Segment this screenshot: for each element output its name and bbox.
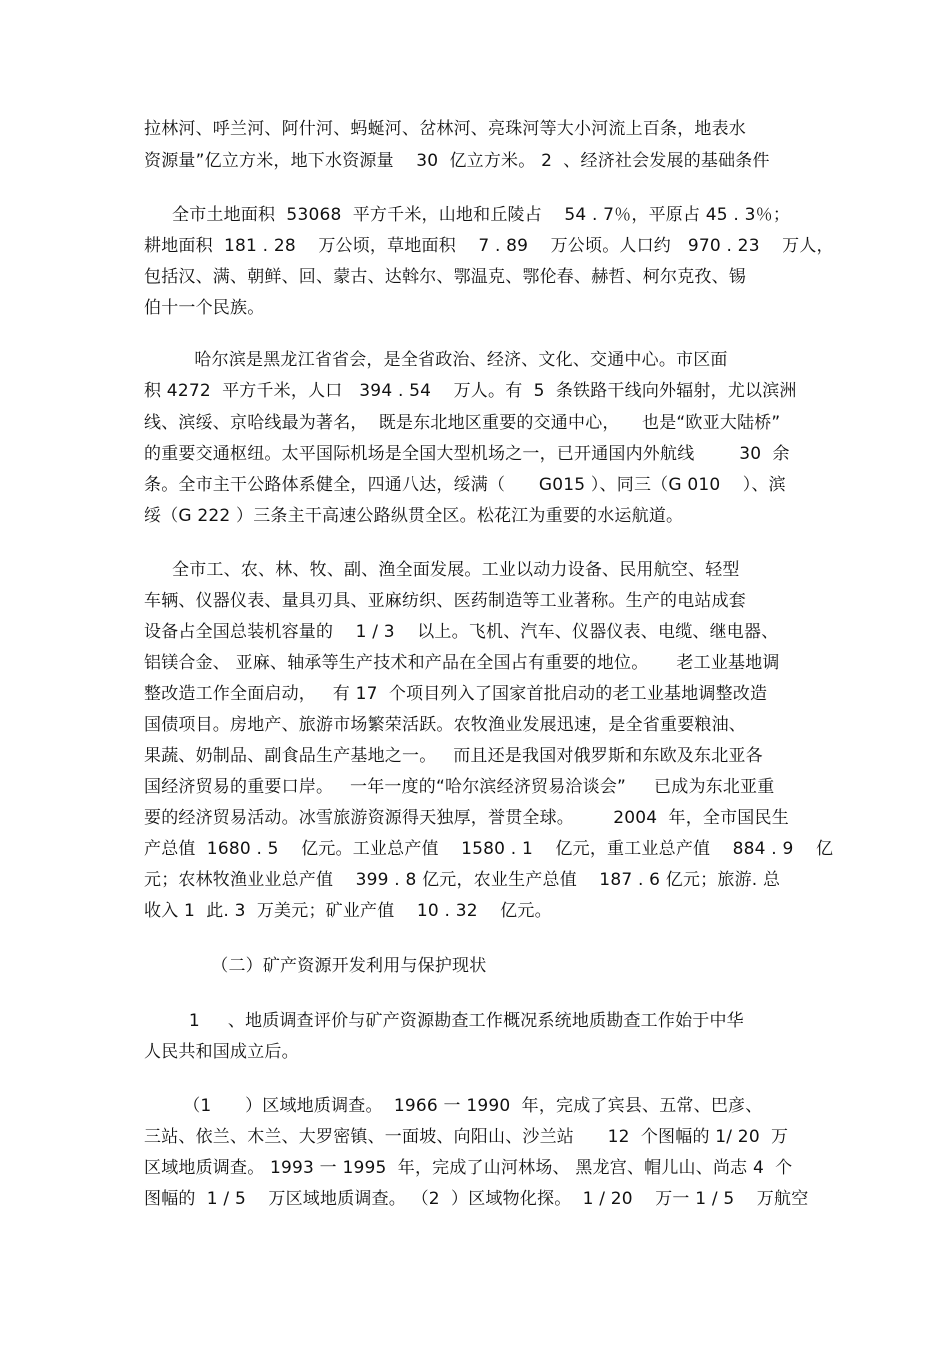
text-line: 全市土地面积 53068 平方千米，山地和丘陵占 54 . 7％，平原占 45 . 3％；: [144, 205, 791, 225]
text-line: 人民共和国成立后。: [144, 1042, 299, 1062]
text-line: 铝镁合金、 亚麻、轴承等生产技术和产品在全国占有重要的地位。 老工业基地调: [144, 653, 780, 673]
text-line: 伯十一个民族。: [144, 298, 265, 318]
text-line: 耕地面积 181 . 28 万公顷，草地面积 7 . 89 万公顷。人口约 970 . 23 万人，: [144, 236, 834, 256]
text-line: （1 ）区域地质调查。 1966 一 1990 年，完成了宾县、五常、巴彦、: [144, 1096, 763, 1116]
text-line: 绥（G 222 ）三条主干高速公路纵贯全区。松花江为重要的水运航道。: [144, 506, 684, 526]
text-line: 元；农林牧渔业业总产值 399 . 8 亿元，农业生产总值 187 . 6 亿元；旅游. 总: [144, 870, 781, 890]
text-line: 要的经济贸易活动。冰雪旅游资源得天独厚，誉贯全球。 2004 年，全市国民生: [144, 808, 789, 828]
text-line: 果蔬、奶制品、副食品生产基地之一。 而且还是我国对俄罗斯和东欧及东北亚各: [144, 746, 763, 766]
text-line: 的重要交通枢纽。太平国际机场是全国大型机场之一，已开通国内外航线 30 余: [144, 444, 790, 464]
section-heading: （二）矿产资源开发利用与保护现状: [144, 956, 487, 976]
text-line: 整改造工作全面启动， 有 17 个项目列入了国家首批启动的老工业基地调整改造: [144, 684, 768, 704]
text-line: 设备占全国总装机容量的 1 / 3 以上。飞机、汽车、仪器仪表、电缆、继电器、: [144, 622, 779, 642]
text-line: 资源量”亿立方米，地下水资源量 30 亿立方米。 2 、经济社会发展的基础条件: [144, 151, 770, 171]
text-line: 图幅的 1 / 5 万区域地质调查。 （2 ）区域物化探。 1 / 20 万一 1 / 5 万航空: [144, 1189, 809, 1209]
text-line: 三站、依兰、木兰、大罗密镇、一面坡、向阳山、沙兰站 12 个图幅的 1/ 20 万: [144, 1127, 789, 1147]
text-line: 国经济贸易的重要口岸。 一年一度的“哈尔滨经济贸易洽谈会” 已成为东北亚重: [144, 777, 775, 797]
text-line: 线、滨绥、京哈线最为著名， 既是东北地区重要的交通中心， 也是“欧亚大陆桥”: [144, 413, 781, 433]
text-line: 全市工、农、林、牧、副、渔全面发展。工业以动力设备、民用航空、轻型: [144, 560, 740, 580]
text-line: 包括汉、满、朝鲜、回、蒙古、达斡尔、鄂温克、鄂伦春、赫哲、柯尔克孜、锡: [144, 267, 746, 287]
text-line: 条。全市主干公路体系健全，四通八达，绥满（ G015 ）、同三（G 010 ）、滨: [144, 475, 786, 495]
text-line: 车辆、仪器仪表、量具刃具、亚麻纺织、医药制造等工业著称。生产的电站成套: [144, 591, 746, 611]
text-line: 1 、地质调查评价与矿产资源勘查工作概况系统地质勘查工作始于中华: [144, 1011, 744, 1031]
text-line: 区域地质调查。 1993 一 1995 年，完成了山河林场、 黑龙宫、帽儿山、尚志 4 个: [144, 1158, 793, 1178]
text-line: 收入 1 此. 3 万美元；矿业产值 10 . 32 亿元。: [144, 901, 552, 921]
text-line: 产总值 1680 . 5 亿元。工业总产值 1580 . 1 亿元，重工业总产值 884 . 9 亿: [144, 839, 834, 859]
text-line: 哈尔滨是黑龙江省省会，是全省政治、经济、文化、交通中心。市区面: [144, 350, 728, 370]
text-line: 拉林河、呼兰河、阿什河、蚂蜒河、岔林河、亮珠河等大小河流上百条，地表水: [144, 119, 746, 139]
text-line: 国债项目。房地产、旅游市场繁荣活跃。农牧渔业发展迅速，是全省重要粮油、: [144, 715, 746, 735]
text-line: 积 4272 平方千米，人口 394 . 54 万人。有 5 条铁路干线向外辐射，尤以滨洲: [144, 381, 797, 401]
